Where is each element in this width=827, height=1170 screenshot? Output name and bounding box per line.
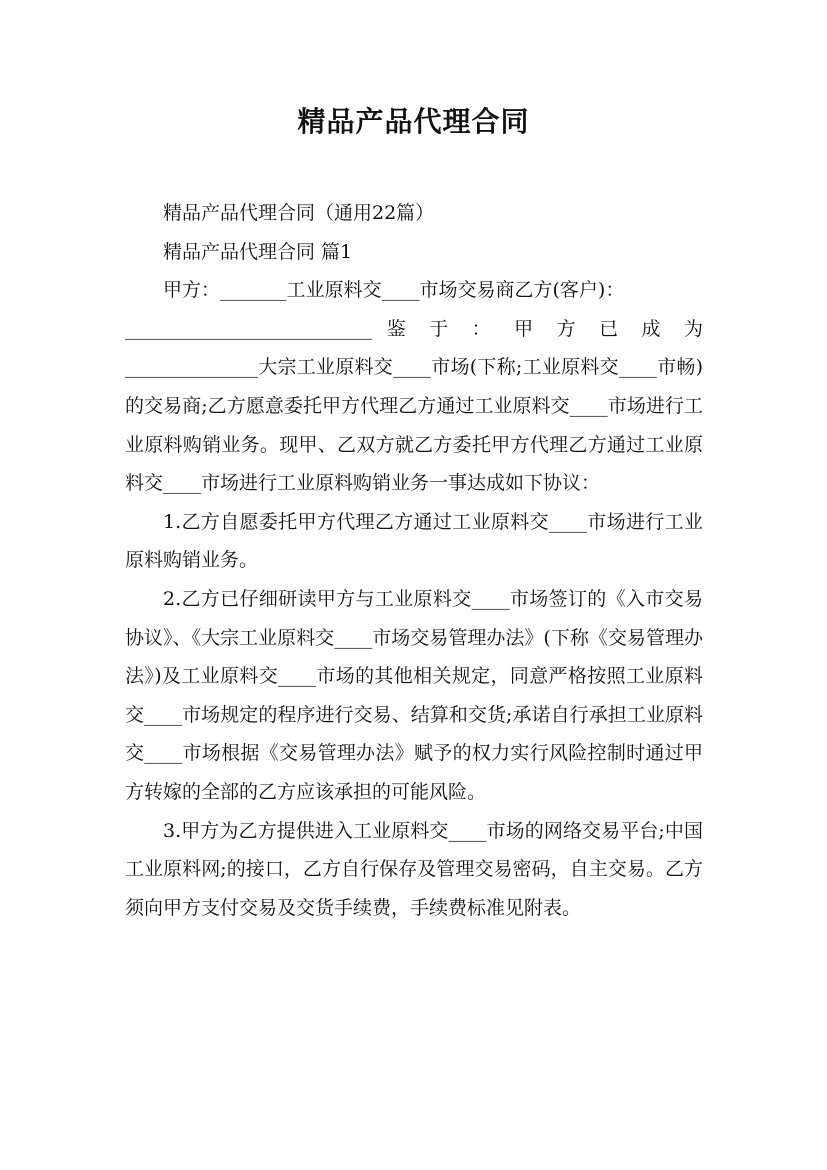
- clause-2: 2.乙方已仔细研读甲方与工业原料交____市场签订的《入市交易协议》、《大宗工业原料交____市场交易管理办法》(下称《交易管理办法》)及工业原料交____市场的其他相关规定，同意严格按照工业原料交____市场规定的程序进行交易、结算和交货;承诺自行承担工业原料交____市场根据《交易管理办法》赋予的权力实行风险控制时通过甲方转嫁的全部的乙方应该承担的可能风险。: [125, 587, 703, 803]
- clause-3: 3.甲方为乙方提供进入工业原料交____市场的网络交易平台;中国工业原料网;的接口，乙方自行保存及管理交易密码，自主交易。乙方须向甲方支付交易及交货手续费，手续费标准见附表。: [125, 819, 703, 919]
- document-body: [125, 194, 703, 927]
- clause-1: 1.乙方自愿委托甲方代理乙方通过工业原料交____市场进行工业原料购销业务。: [125, 510, 703, 572]
- party-a-line: 甲方：_______工业原料交____市场交易商乙方(客户)：: [163, 279, 625, 302]
- document-title: 精品产品代理合同: [297, 105, 530, 138]
- section-heading: 精品产品代理合同 篇1: [163, 240, 353, 263]
- preamble-paragraph: ______________大宗工业原料交____市场(下称;工业原料交____市畅)的交易商;乙方愿意委托甲方代理乙方通过工业原料交____市场进行工业原料购销业务。现甲、乙双方就乙方委托甲方代理乙方通过工业原料交____市场进行工业原料购销业务一事达成如下协议：: [125, 356, 703, 495]
- party-b-blank-line: __________________________ 鉴 于 ： 甲 方 已 成 为: [125, 317, 703, 340]
- subtitle-paragraph: 精品产品代理合同（通用22篇）: [163, 202, 435, 224]
